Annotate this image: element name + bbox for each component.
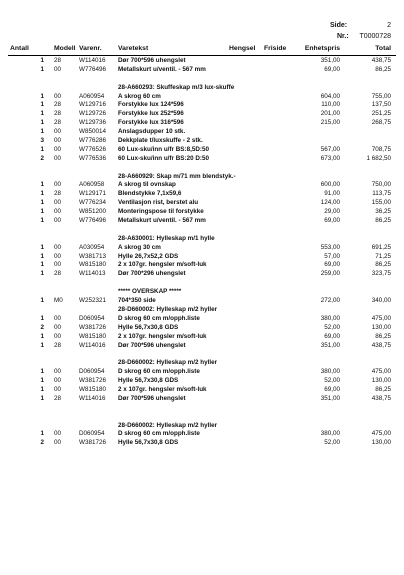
qty: 2 (40, 323, 44, 331)
unit-price: 52,00 (324, 323, 340, 331)
line-item (0, 438, 404, 447)
model: 00 (54, 332, 62, 340)
model: 28 (54, 119, 62, 127)
unit-price: 600,00 (320, 181, 340, 189)
col-friside: Friside (264, 45, 287, 52)
line-item (0, 65, 404, 74)
qty: 1 (40, 101, 44, 109)
item-number: W776234 (79, 199, 106, 207)
model: 00 (54, 145, 62, 153)
line-item (0, 252, 404, 261)
qty: 1 (40, 145, 44, 153)
item-number: W129171 (79, 190, 106, 198)
unit-price: 604,00 (320, 92, 340, 100)
line-total: 130,00 (371, 439, 391, 447)
model: 28 (54, 394, 62, 402)
item-description: 2 x 107gr. hengsler m/soft-luk (118, 385, 207, 393)
line-total: 36,25 (375, 208, 391, 216)
model: 00 (54, 137, 62, 145)
unit-price: 29,00 (324, 208, 340, 216)
line-total: 251,25 (371, 110, 391, 118)
item-number: W129716 (79, 101, 106, 109)
spacer-row (0, 225, 404, 234)
section-title: 28-A660293: Skuffeskap m/3 lux-skuffe (118, 83, 235, 91)
line-item (0, 154, 404, 163)
item-description: 2 x 107gr. hengsler m/soft-luk (118, 332, 207, 340)
item-description: 704*350 side (118, 297, 156, 305)
section-heading (0, 234, 404, 243)
model: 28 (54, 190, 62, 198)
line-total: 340,00 (371, 297, 391, 305)
item-number: W252321 (79, 297, 106, 305)
item-number: D060954 (79, 430, 105, 438)
line-total: 691,25 (371, 243, 391, 251)
item-number: W776496 (79, 65, 106, 73)
model: 00 (54, 92, 62, 100)
line-item (0, 394, 404, 403)
unit-price: 351,00 (320, 57, 340, 64)
item-number: A060958 (79, 181, 105, 189)
line-total: 86,25 (375, 261, 391, 269)
unit-price: 69,00 (324, 65, 340, 73)
model: 00 (54, 65, 62, 73)
item-description: Ventilasjon rist, berstet alu (118, 199, 199, 207)
line-item (0, 323, 404, 332)
section-title: 28-A630001: Hylleskap m/1 hylle (118, 234, 215, 242)
section-title: 28-A660929: Skap m/71 mm blendstyk.- (118, 172, 236, 180)
line-item (0, 260, 404, 269)
item-number: W815180 (79, 332, 106, 340)
model: 00 (54, 208, 62, 216)
item-description: 2 x 107gr. hengsler m/soft-luk (118, 261, 207, 269)
model: 00 (54, 128, 62, 136)
item-description: Forstykke lux 124*596 (118, 101, 184, 109)
line-total: 137,50 (371, 101, 391, 109)
line-item (0, 296, 404, 305)
qty: 1 (40, 199, 44, 207)
qty: 1 (40, 368, 44, 376)
item-number: W129726 (79, 110, 106, 118)
unit-price: 259,00 (320, 270, 340, 278)
item-number: W129736 (79, 119, 106, 127)
qty: 1 (40, 119, 44, 127)
line-total: 130,00 (371, 377, 391, 385)
line-item (0, 376, 404, 385)
line-item (0, 109, 404, 118)
model: 00 (54, 430, 62, 438)
line-item (0, 207, 404, 216)
model: 28 (54, 341, 62, 349)
item-description: Metallskurt u/ventil. - 567 mm (118, 217, 206, 225)
unit-price: 52,00 (324, 439, 340, 447)
item-number: W776496 (79, 217, 106, 225)
qty: 1 (40, 430, 44, 438)
qty: 1 (40, 394, 44, 402)
spacer-row (0, 412, 404, 421)
qty: 1 (40, 110, 44, 118)
section-heading (0, 287, 404, 296)
item-description: Anslagsdupper 10 stk. (118, 128, 186, 136)
qty: 1 (40, 181, 44, 189)
unit-price: 91,00 (324, 190, 340, 198)
unit-price: 215,00 (320, 119, 340, 127)
model: 00 (54, 199, 62, 207)
qty: 1 (40, 57, 44, 64)
unit-price: 69,00 (324, 332, 340, 340)
line-item (0, 127, 404, 136)
model: 28 (54, 57, 62, 64)
qty: 1 (40, 128, 44, 136)
order-lines (0, 56, 404, 447)
qty: 1 (40, 252, 44, 260)
unit-price: 69,00 (324, 385, 340, 393)
line-item (0, 145, 404, 154)
item-number: D060954 (79, 368, 105, 376)
model: 00 (54, 243, 62, 251)
item-description: A skrog 30 cm (118, 243, 161, 251)
spacer-row (0, 349, 404, 358)
qty: 1 (40, 332, 44, 340)
item-number: W114016 (79, 57, 106, 64)
model: 28 (54, 101, 62, 109)
side-label: Side: (330, 22, 348, 29)
unit-price: 673,00 (320, 154, 340, 162)
line-total: 475,00 (371, 368, 391, 376)
item-number: W776526 (79, 145, 106, 153)
line-total: 755,00 (371, 92, 391, 100)
item-description: Monteringspose til forstykke (118, 208, 204, 216)
item-description: A skrog 60 cm (118, 92, 161, 100)
model: 28 (54, 270, 62, 278)
item-number: W381726 (79, 439, 106, 447)
item-description: Hylle 26,7x52,2 GDS (118, 252, 179, 260)
unit-price: 351,00 (320, 394, 340, 402)
model: 00 (54, 261, 62, 269)
item-number: W815180 (79, 385, 106, 393)
side-value: 2 (387, 22, 391, 29)
col-varetekst: Varetekst (118, 45, 149, 52)
line-item (0, 314, 404, 323)
line-total: 475,00 (371, 314, 391, 322)
item-number: W776536 (79, 154, 106, 162)
unit-price: 52,00 (324, 377, 340, 385)
unit-price: 110,00 (321, 101, 340, 109)
unit-price: 57,00 (324, 252, 340, 260)
model: M0 (54, 297, 63, 305)
item-number: A030954 (79, 243, 105, 251)
line-total: 130,00 (371, 323, 391, 331)
section-heading (0, 172, 404, 181)
col-enhetspris: Enhetspris (304, 45, 340, 52)
col-antall: Antall (10, 45, 29, 52)
item-description: Dør 700*296 uhengslet (118, 270, 186, 278)
item-number: W114013 (79, 270, 106, 278)
col-hengsel: Hengsel (229, 45, 256, 52)
item-description: Forstykke lux 252*596 (118, 110, 184, 118)
item-description: Blendstykke 7,1x59,6 (118, 190, 182, 198)
model: 00 (54, 385, 62, 393)
item-description: Dør 700*596 uhengslet (118, 394, 186, 402)
line-total: 155,00 (371, 199, 391, 207)
qty: 1 (40, 270, 44, 278)
line-item (0, 367, 404, 376)
item-description: D skrog 60 cm m/opph.liste (118, 314, 200, 322)
qty: 1 (40, 217, 44, 225)
line-total: 113,75 (372, 190, 391, 198)
qty: 1 (40, 261, 44, 269)
section-heading (0, 305, 404, 314)
item-description: Hylle 56,7x30,8 GDS (118, 323, 179, 331)
section-title: 28-D660002: Hylleskap m/2 hyller (118, 305, 218, 313)
model: 00 (54, 181, 62, 189)
item-number: W776286 (79, 137, 106, 145)
item-description: Hylle 56,7x30,8 GDS (118, 439, 179, 447)
item-description: 60 Lux-sku/inn u/fr BS:20 D:50 (118, 154, 209, 162)
unit-price: 351,00 (320, 341, 340, 349)
qty: 1 (40, 314, 44, 322)
item-description: A skrog til ovnskap (118, 181, 176, 189)
col-total: Total (375, 45, 391, 52)
unit-price: 69,00 (324, 217, 340, 225)
column-header-row (0, 45, 404, 55)
item-number: W381726 (79, 377, 106, 385)
line-total: 438,75 (371, 341, 391, 349)
item-description: Hylle 56,7x30,8 GDS (118, 377, 179, 385)
line-total: 86,25 (375, 65, 391, 73)
qty: 1 (40, 65, 44, 73)
qty: 1 (40, 92, 44, 100)
line-total: 438,75 (371, 57, 391, 64)
line-item (0, 56, 404, 65)
model: 00 (54, 439, 62, 447)
line-total: 71,25 (375, 252, 391, 260)
nr-value: T0000728 (359, 33, 391, 40)
item-number: W850014 (79, 128, 106, 136)
line-total: 323,75 (371, 270, 391, 278)
line-item (0, 243, 404, 252)
line-item (0, 332, 404, 341)
line-total: 86,25 (375, 385, 391, 393)
item-number: A060954 (79, 92, 105, 100)
col-modell: Modell (54, 45, 76, 52)
section-heading (0, 421, 404, 430)
line-item (0, 269, 404, 278)
qty: 1 (40, 190, 44, 198)
item-description: Dør 700*596 uhengslet (118, 57, 186, 64)
item-description: Dør 700*596 uhengslet (118, 341, 186, 349)
model: 00 (54, 323, 62, 331)
item-description: Dekkplate t/luxskuffe - 2 stk. (118, 137, 203, 145)
model: 00 (54, 368, 62, 376)
qty: 1 (40, 243, 44, 251)
item-number: D060954 (79, 314, 105, 322)
line-item (0, 180, 404, 189)
unit-price: 201,00 (320, 110, 340, 118)
line-item (0, 118, 404, 127)
line-total: 268,75 (371, 119, 391, 127)
line-total: 750,00 (371, 181, 391, 189)
model: 00 (54, 314, 62, 322)
item-number: W815180 (79, 261, 106, 269)
spacer-row (0, 163, 404, 172)
line-total: 438,75 (371, 394, 391, 402)
line-item (0, 341, 404, 350)
section-heading (0, 358, 404, 367)
item-description: D skrog 60 cm m/opph.liste (118, 368, 200, 376)
section-title: 28-D660002: Hylleskap m/2 hyller (118, 421, 218, 429)
item-description: Forstykke lux 316*596 (118, 119, 184, 127)
item-number: W114016 (79, 394, 106, 402)
line-total: 86,25 (375, 217, 391, 225)
item-number: W381713 (79, 252, 106, 260)
item-description: 60 Lux-sku/inn u/fr BS:8,5D:50 (118, 145, 209, 153)
qty: 2 (40, 439, 44, 447)
line-total: 1 682,50 (366, 154, 391, 162)
col-varenr: Varenr. (79, 45, 102, 52)
nr-label: Nr.: (337, 33, 349, 40)
unit-price: 124,00 (320, 199, 340, 207)
line-total: 708,75 (371, 145, 391, 153)
unit-price: 380,00 (320, 314, 340, 322)
line-item (0, 136, 404, 145)
line-item (0, 385, 404, 394)
unit-price: 380,00 (320, 368, 340, 376)
line-item (0, 429, 404, 438)
unit-price: 567,00 (320, 145, 340, 153)
section-title: 28-D660002: Hylleskap m/2 hyller (118, 359, 218, 367)
model: 28 (54, 110, 62, 118)
line-item (0, 216, 404, 225)
item-description: Metallskurt u/ventil. - 567 mm (118, 65, 206, 73)
line-total: 86,25 (375, 332, 391, 340)
model: 00 (54, 252, 62, 260)
model: 00 (54, 154, 62, 162)
unit-price: 553,00 (320, 243, 340, 251)
section-title: ***** OVERSKAP ***** (118, 288, 182, 296)
item-number: W381726 (79, 323, 106, 331)
spacer-row (0, 278, 404, 287)
item-number: W114016 (79, 341, 106, 349)
unit-price: 380,00 (320, 430, 340, 438)
spacer-row (0, 74, 404, 83)
line-total: 475,00 (371, 430, 391, 438)
line-item (0, 198, 404, 207)
qty: 1 (40, 297, 44, 305)
qty: 1 (40, 208, 44, 216)
qty: 1 (40, 377, 44, 385)
item-description: D skrog 60 cm m/opph.liste (118, 430, 200, 438)
qty: 1 (40, 385, 44, 393)
model: 00 (54, 217, 62, 225)
unit-price: 272,00 (320, 297, 340, 305)
line-item (0, 100, 404, 109)
spacer-row (0, 403, 404, 412)
model: 00 (54, 377, 62, 385)
line-item (0, 189, 404, 198)
line-item (0, 92, 404, 101)
section-heading (0, 83, 404, 92)
unit-price: 69,00 (324, 261, 340, 269)
qty: 1 (40, 341, 44, 349)
qty: 3 (40, 137, 44, 145)
qty: 2 (40, 154, 44, 162)
item-number: W851200 (79, 208, 106, 216)
